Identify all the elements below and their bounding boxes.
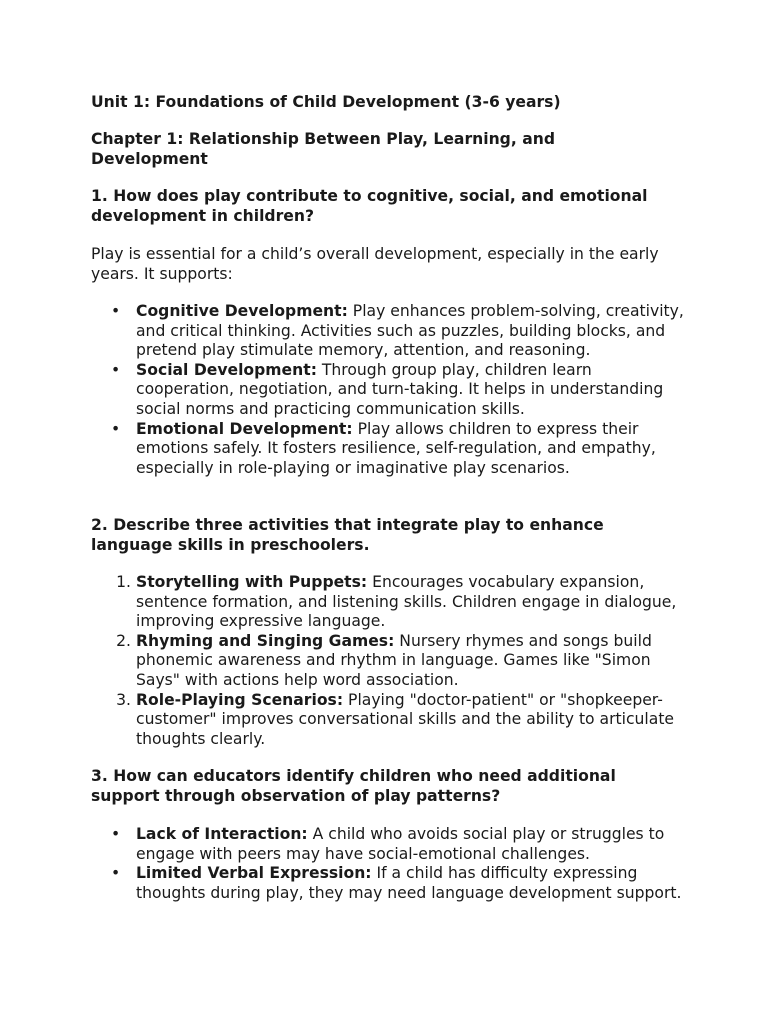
bullet-icon: • — [111, 864, 121, 883]
list-item-term: Storytelling with Puppets: — [136, 573, 368, 591]
list-item-text: Play enhances problem-solving, creativity, and critical thinking. Activities such as puzzles, building blocks, and pretend play stimulate memory, attention, and reasoning. — [136, 302, 684, 360]
list-item-number: 2. — [116, 631, 131, 650]
list-item-term: Limited Verbal Expression: — [136, 864, 372, 883]
list-item-text: A child who avoids social play or struggles to engage with peers may have social-emotional challenges. — [136, 825, 665, 863]
list-item — [91, 302, 691, 361]
list-item-term: Rhyming and Singing Games: — [136, 631, 395, 650]
list-item — [91, 825, 691, 864]
list-item — [91, 573, 691, 632]
list-item — [91, 632, 691, 691]
unit-title: Unit 1: Foundations of Child Development (3-6 years) — [91, 93, 561, 111]
chapter-title: Chapter 1: Relationship Between Play, Learning, and Development — [91, 130, 555, 168]
question-1-intro: Play is essential for a child’s overall development, especially in the early years. It supports: — [91, 245, 659, 283]
question-1-heading: 1. How does play contribute to cognitive, social, and emotional development in children? — [91, 187, 648, 225]
list-item — [91, 691, 691, 750]
question-3-list — [91, 825, 691, 903]
list-item-term: Role-Playing Scenarios: — [136, 690, 344, 709]
question-2-list — [91, 573, 691, 749]
list-item-text: If a child has difficulty expressing thoughts during play, they may need language development support. — [136, 864, 682, 902]
list-item-number: 3. — [116, 690, 131, 709]
list-item — [91, 864, 691, 903]
bullet-icon: • — [111, 360, 121, 379]
list-item-term: Social Development: — [136, 360, 317, 379]
bullet-icon: • — [111, 825, 121, 843]
bullet-icon: • — [111, 419, 121, 438]
list-item-text: Nursery rhymes and songs build phonemic awareness and rhythm in language. Games like "Simon Says" with actions help word association. — [136, 631, 652, 689]
list-item-text: Playing "doctor-patient" or "shopkeeper-customer" improves conversational skills and the ability to articulate thoughts clearly. — [136, 690, 675, 748]
list-item-term: Emotional Development: — [136, 419, 353, 438]
list-item-term: Lack of Interaction: — [136, 825, 308, 843]
question-3-heading: 3. How can educators identify children who need additional support through observation of play patterns? — [91, 767, 616, 805]
list-item-number: 1. — [116, 573, 131, 591]
list-item-term: Cognitive Development: — [136, 302, 348, 320]
bullet-icon: • — [111, 302, 121, 320]
question-2-heading: 2. Describe three activities that integrate play to enhance language skills in preschoolers. — [91, 516, 604, 554]
list-item-text: Through group play, children learn cooperation, negotiation, and turn-taking. It helps in understanding social norms and practicing communication skills. — [136, 360, 664, 418]
list-item — [91, 361, 691, 420]
question-1-list — [91, 302, 691, 478]
list-item — [91, 420, 691, 479]
list-item-text: Play allows children to express their emotions safely. It fosters resilience, self-regulation, and empathy, especially in role-playing or imaginative play scenarios. — [136, 419, 656, 477]
list-item-text: Encourages vocabulary expansion, sentence formation, and listening skills. Children engage in dialogue, improving expressive language. — [136, 573, 677, 631]
